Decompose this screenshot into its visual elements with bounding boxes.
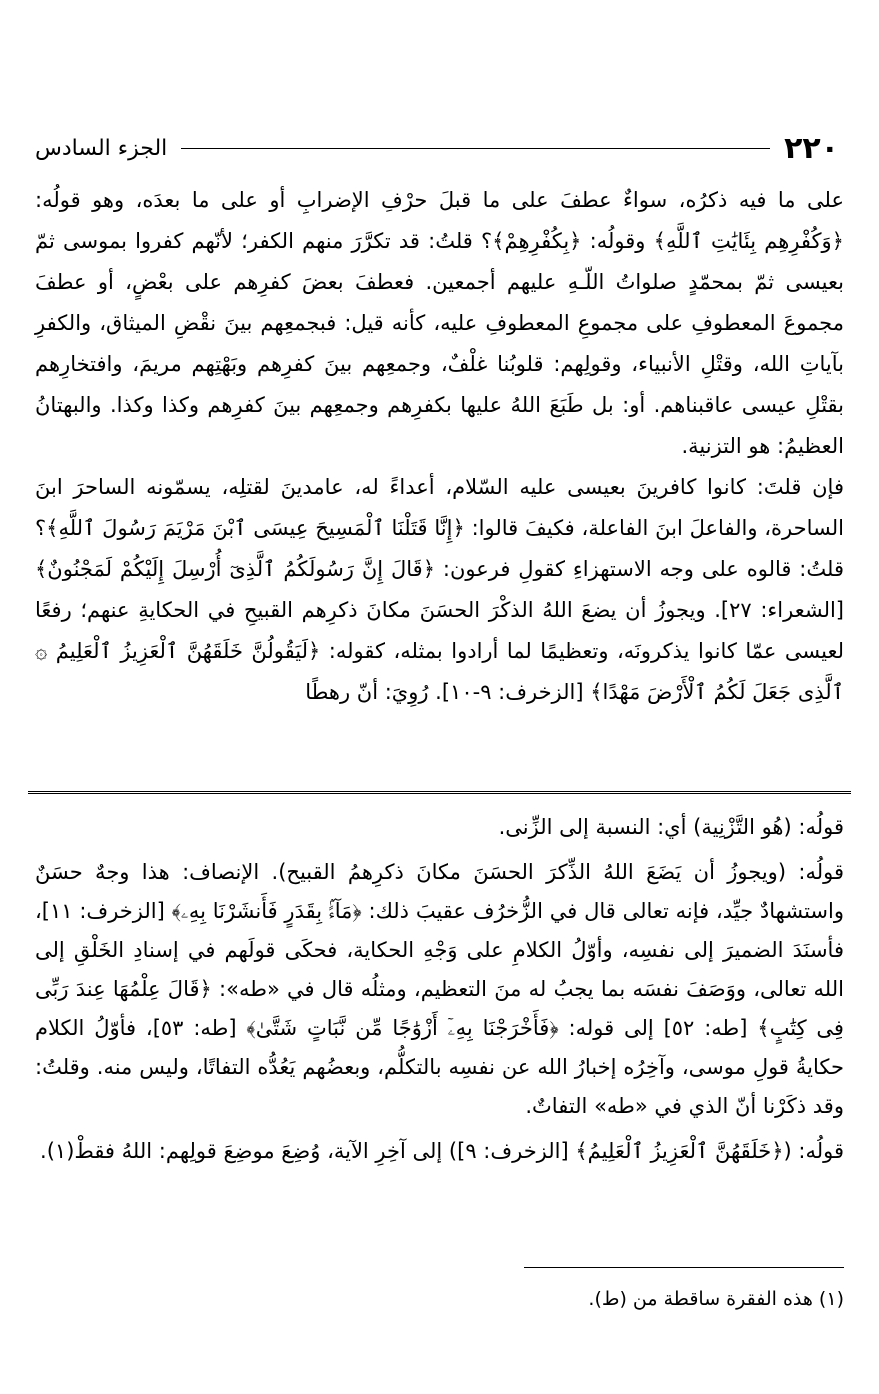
footnotes (35, 1283, 844, 1315)
page-header (35, 128, 839, 168)
commentary-paragraph: قولُه: (ويجوزُ أن يَضَعَ اللهُ الذِّكرَ الحسَنَ مكانَ ذكرِهمُ القبيح). الإنصاف: هذا وجهٌ حسَنٌ واستشهادٌ جيِّد، فإنه تعالى قال في الزُّخرُف عقيبَ ذلك: ﴿مَآءًۢ بِقَدَرٍ فَأَنشَرْنَا بِهِۦ﴾ [الزخرف: ١١]، فأسنَدَ الضميرَ إلى نفسِه، وأوّلُ الكلامِ على وَجْهِ الحكاية، فحكَى قولَهم في إسنادِ الخَلْقِ إلى الله تعالى، ووَصَفَ نفسَه بما يجبُ له منَ التعظيم، ومثلُه قال في «طه»: ﴿قَالَ عِلْمُهَا عِندَ رَبِّى فِى كِتَٰبٍ﴾ [طه: ٥٢] إلى قوله: ﴿فَأَخْرَجْنَا بِهِۦٓ أَزْوَٰجًا مِّن نَّبَاتٍ شَتَّىٰ﴾ [طه: ٥٣]، فأوّلُ الكلام حكايةُ قولِ موسى، وآخِرُه إخبارُ الله عن نفسِه بالتكلُّم، وبعضُهم يَعُدُّه التفاتًا، وليس منه. وقلتُ: وقد ذكَرْنا أنّ الذي في «طه» التفاتٌ. (35, 860, 844, 1118)
section-separator (28, 791, 851, 794)
commentary-paragraph: قولُه: (هُو التَّزْنِية) أي: النسبة إلى الزِّنى. (498, 815, 844, 839)
commentary-section (35, 808, 844, 1177)
main-paragraph: على ما فيه ذكرُه، سواءٌ عطفَ على ما قبلَ حرْفِ الإضرابِ أو على ما بعدَه، وهو قولُه: ﴿وَكُفْرِهِم بِئَايَٰتِ ٱللَّهِ﴾ وقولُه: ﴿بِكُفْرِهِمْ﴾؟ قلتُ: قد تكرَّرَ منهم الكفر؛ لأنّهم كفروا بموسى ثمّ بعيسى ثمّ بمحمّدٍ صلواتُ اللّـهِ عليهم أجمعين. فعطفَ بعضَ كفرِهم على بعْضٍ، أو عطفَ مجموعَ المعطوفِ على مجموعِ المعطوفِ عليه، كأنه قيل: فبجمعِهم بينَ نقْضِ الميثاق، والكفرِ بآياتِ الله، وقتْلِ الأنبياء، وقولِهم: قلوبُنا غلْفٌ، وجمعِهم بينَ كفرِهم وبَهْتِهم مريمَ، وافتخارِهم بقتْلِ عيسى عاقبناهم. أو: بل طَبَعَ اللهُ عليها بكفرِهم وجمعِهم بينَ كفرِهم وكذا وكذا. والبهتانُ العظيمُ: هو التزنية. (35, 188, 844, 458)
header-rule (181, 148, 770, 149)
main-paragraph: فإن قلتَ: كانوا كافرينَ بعيسى عليه السّلام، أعداءً له، عامدينَ لقتلِه، يسمّونه الساحرَ ابنَ الساحرة، والفاعلَ ابنَ الفاعلة، فكيفَ قالوا: ﴿إِنَّا قَتَلْنَا ٱلْمَسِيحَ عِيسَى ٱبْنَ مَرْيَمَ رَسُولَ ٱللَّهِ﴾؟ قلتُ: قالوه على وجه الاستهزاءِ كقولِ فرعون: ﴿قَالَ إِنَّ رَسُولَكُمُ ٱلَّذِىٓ أُرْسِلَ إِلَيْكُمْ لَمَجْنُونٌ﴾ [الشعراء: ٢٧]. ويجوزُ أن يضعَ اللهُ الذكْرَ الحسَنَ مكانَ ذكرِهم القبيحِ في الحكايةِ عنهم؛ رفعًا لعيسى عمّا كانوا يذكرونَه، وتعظيمًا لما أرادوا بمثله، كقوله: ﴿لَيَقُولُنَّ خَلَقَهُنَّ ٱلْعَزِيزُ ٱلْعَلِيمُ ۞ ٱلَّذِى جَعَلَ لَكُمُ ٱلْأَرْضَ مَهْدًا﴾ [الزخرف: ٩-١٠]. رُوِيَ: أنّ رهطًا (35, 475, 844, 704)
footnote-rule (524, 1267, 844, 1268)
main-text (35, 180, 844, 713)
running-title: الجزء السادس (35, 135, 168, 161)
footnote: (١) هذه الفقرة ساقطة من (ط). (588, 1288, 844, 1310)
page-number: ٢٢٠ (784, 130, 839, 166)
commentary-paragraph: قولُه: (﴿خَلَقَهُنَّ ٱلْعَزِيزُ ٱلْعَلِيمُ﴾ [الزخرف: ٩]) إلى آخِرِ الآية، وُضِعَ موضِعَ قولِهم: اللهُ فقطْ(١). (40, 1139, 844, 1163)
